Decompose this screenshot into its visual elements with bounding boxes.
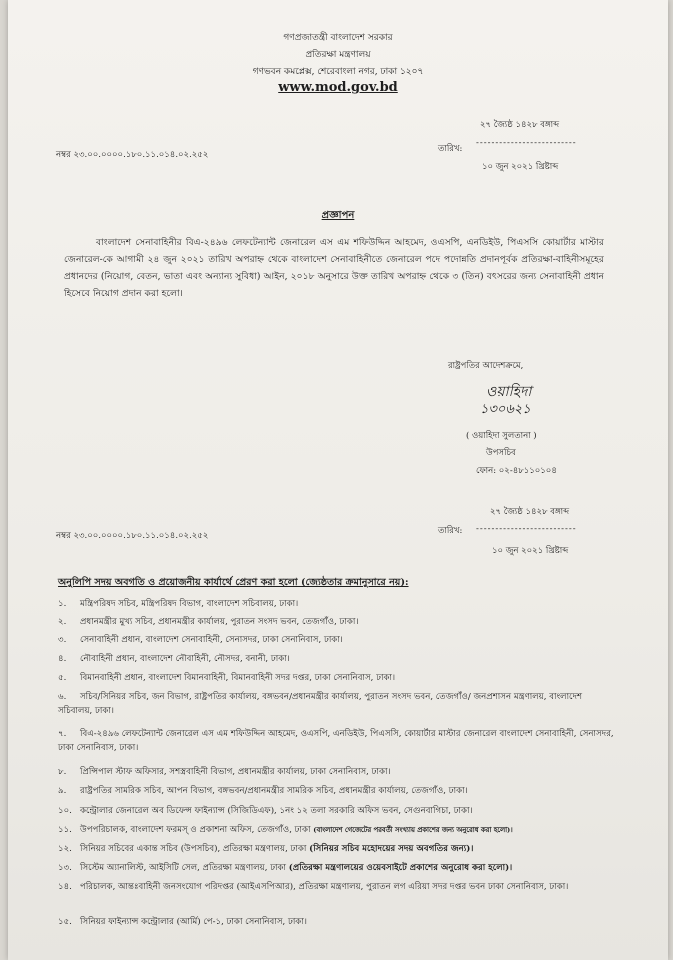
cc-item-note: (সিনিয়র সচিব মহোদয়ের সদয় অবগতির জন্য)।: [309, 844, 474, 854]
cc-item-number: ১৩.: [58, 863, 72, 873]
cc-item-text: সিনিয়র ফাইন্যান্স কন্ট্রোলার (আর্মি) পে-১, ঢাকা সেনানিবাস, ঢাকা।: [80, 917, 307, 927]
cc-item-text: সেনাবাহিনী প্রধান, বাংলাদেশ সেনাবাহিনী, সেনাসদর, ঢাকা সেনানিবাস, ঢাকা।: [80, 635, 343, 645]
cc-item-text: সচিব/সিনিয়র সচিব, জন বিভাগ, রাষ্ট্রপতির কার্যালয়, বঙ্গভবন/প্রধানমন্ত্রীর কার্যালয়, পুরাতন সংসদ ভবন, তেজগাঁও/ জনপ্রশাসন মন্ত্রণালয়, বাংলাদেশ সচিবালয়, ঢাকা।: [58, 692, 583, 716]
notification-body: বাংলাদেশ সেনাবাহিনীর বিএ-২৪৯৬ লেফটেন্যান্ট জেনারেল এস এম শফিউদ্দিন আহমেদ, ওএসপি, এনডিইউ, পিএসসি কোয়ার্টার মাস্টার জেনারেল-কে আগামী ২৪ জুন ২০২১ তারিখ অপরাহ্ন থেকে বাংলাদেশ সেনাবাহিনীতে জেনারেল পদে পদোন্নতি প্রদানপূর্বক প্রতিরক্ষা-বাহিনীসমূহের প্রধানদের (নিয়োগ, বেতন, ভাতা এবং অন্যান্য সুবিধা) আইন, ২০১৮ অনুসারে উক্ত তারিখ অপরাহ্ন থেকে ৩ (তিন) বৎসরের জন্য সেনাবাহিনী প্রধান হিসেবে নিয়োগ প্রদান করা হলো।: [64, 237, 604, 299]
cc-item-text: উপপরিচালক, বাংলাদেশ ফরমস্ ও প্রকাশনা অফিস, তেজগাঁও, ঢাকা: [80, 825, 314, 835]
handwritten-signature-date: ১৩০৬২১: [480, 402, 531, 417]
memo1-date-gregorian: ১০ জুন ২০২১ খ্রিষ্টাব্দ: [482, 162, 559, 172]
cc-item-number: ৫.: [58, 673, 67, 683]
ministry-address: গণভবন কমপ্লেক্স, শেরেবাংলা নগর, ঢাকা ১২০৭: [252, 67, 424, 77]
cc-list-item: [58, 671, 618, 685]
cc-list-item: [58, 804, 618, 818]
cc-item-text: নৌবাহিনী প্রধান, বাংলাদেশ নৌবাহিনী, নৌসদর, বনানী, ঢাকা।: [80, 654, 290, 664]
signatory-designation: উপসচিব: [486, 448, 516, 458]
cc-item-text: বিমানবাহিনী প্রধান, বাংলাদেশ বিমানবাহিনী, বিমানবাহিনী সদর দপ্তর, ঢাকা সেনানিবাস, ঢাকা।: [80, 673, 396, 683]
cc-item-number: ১০.: [58, 806, 72, 816]
memo2-date-label: তারিখ:: [438, 526, 463, 536]
memo1-date-bangla: ২৭ জ্যৈষ্ঠ ১৪২৮ বঙ্গাব্দ: [480, 120, 560, 130]
cc-list-item: [58, 842, 618, 856]
cc-heading: অনুলিপি সদয় অবগতি ও প্রয়োজনীয় কার্যার্থে প্রেরণ করা হলো (জ্যেষ্ঠতার ক্রমানুসারে নয়):: [58, 577, 409, 588]
cc-list-item: [58, 915, 618, 929]
memo2-date-divider: --------------------------: [476, 524, 577, 534]
signatory-phone: ফোন: ০২-৪৮১১০১০৪: [476, 466, 557, 476]
cc-item-note: (বাংলাদেশ গেজেটের পরবর্তী সংখ্যায় প্রকাশের জন্য অনুরোধ করা হলো)।: [313, 826, 513, 834]
cc-item-number: ২.: [58, 617, 67, 627]
cc-item-text: পরিচালক, আন্তঃবাহিনী জনসংযোগ পরিদপ্তর (আইএসপিআর), প্রতিরক্ষা মন্ত্রণালয়, পুরাতন লগ এরিয়া সদর দপ্তর ভবন ঢাকা সেনানিবাস, ঢাকা।: [80, 882, 569, 892]
notification-title: প্রজ্ঞাপন: [321, 210, 355, 221]
document-page: [8, 0, 668, 960]
cc-list-item: [58, 652, 618, 666]
cc-item-number: ৪.: [58, 654, 67, 664]
cc-list-item: [58, 880, 618, 894]
cc-item-number: ১৫.: [58, 917, 72, 927]
signature-scribble-name: ওয়াহিদা: [486, 384, 532, 400]
cc-item-number: ৭.: [58, 729, 67, 739]
cc-list-item: [58, 690, 618, 718]
cc-list-item: [58, 615, 618, 629]
cc-item-text: সিনিয়র সচিবের একান্ত সচিব (উপসচিব), প্রতিরক্ষা মন্ত্রণালয়, ঢাকা: [80, 844, 310, 854]
cc-list-item: [58, 861, 618, 875]
cc-item-number: ৯.: [58, 786, 67, 796]
cc-item-number: ১.: [58, 599, 67, 609]
cc-item-text: মন্ত্রিপরিষদ সচিব, মন্ত্রিপরিষদ বিভাগ, বাংলাদেশ সচিবালয়, ঢাকা।: [80, 599, 299, 609]
presidential-order: রাষ্ট্রপতির আদেশক্রমে,: [448, 361, 524, 371]
cc-item-number: ৮.: [58, 767, 67, 777]
memo1-date-label: তারিখ:: [438, 144, 463, 154]
cc-item-text: প্রিন্সিপাল স্টাফ অফিসার, সশস্ত্রবাহিনী বিভাগ, প্রধানমন্ত্রীর কার্যালয়, ঢাকা সেনানিবাস, ঢাকা।: [80, 767, 391, 777]
cc-list-item: [58, 597, 618, 611]
cc-item-text: প্রধানমন্ত্রীর মুখ্য সচিব, প্রধানমন্ত্রীর কার্যালয়, পুরাতন সংসদ ভবন, তেজগাঁও, ঢাকা।: [80, 617, 359, 627]
cc-item-text: সিস্টেম অ্যানালিস্ট, আইসিটি সেল, প্রতিরক্ষা মন্ত্রণালয়, ঢাকা: [80, 863, 289, 873]
cc-item-number: ১৪.: [58, 882, 72, 892]
cc-list-item: [58, 765, 618, 779]
ministry-name: প্রতিরক্ষা মন্ত্রণালয়: [305, 50, 371, 60]
cc-item-text: রাষ্ট্রপতির সামরিক সচিব, আপন বিভাগ, বঙ্গভবন/প্রধানমন্ত্রীর সামরিক সচিব, প্রধানমন্ত্রীর কার্যালয়, তেজগাঁও, ঢাকা।: [80, 786, 468, 796]
cc-list-item: [58, 784, 618, 798]
memo1-number: নম্বর ২৩.০০.০০০০.১৮০.১১.০১৪.০২.২৫২: [56, 150, 209, 160]
cc-list-item: [58, 823, 618, 837]
cc-item-number: ৬.: [58, 692, 67, 702]
govt-title: গণপ্রজাতন্ত্রী বাংলাদেশ সরকার: [283, 33, 393, 43]
cc-item-text: বিএ-২৪৯৬ লেফটেন্যান্ট জেনারেল এস এম শফিউদ্দিন আহমেদ, ওএসপি, এনডিইউ, পিএসসি, কোয়ার্টার মাস্টার জেনারেল বাংলাদেশ সেনাবাহিনী, সেনাসদর, ঢাকা সেনানিবাস, ঢাকা।: [58, 729, 614, 753]
memo2-date-bangla: ২৭ জ্যৈষ্ঠ ১৪২৮ বঙ্গাব্দ: [490, 507, 570, 517]
cc-item-note: (প্রতিরক্ষা মন্ত্রণালয়ের ওয়েবসাইটে প্রকাশের অনুরোধ করা হলো)।: [288, 863, 513, 873]
cc-item-number: ১১.: [58, 825, 72, 835]
signatory-name: ( ওয়াহিদা সুলতানা ): [466, 431, 537, 441]
cc-list-item: [58, 727, 618, 755]
memo1-date-divider: --------------------------: [476, 138, 577, 148]
website-link[interactable]: www.mod.gov.bd: [278, 80, 398, 95]
cc-list-item: [58, 633, 618, 647]
cc-item-text: কন্ট্রোলার জেনারেল অব ডিফেন্স ফাইন্যান্স (সিজিডিএফ), ১নং ১২ তলা সরকারি অফিস ভবন, সেগুনবাগিচা, ঢাকা।: [80, 806, 473, 816]
memo2-number: নম্বর ২৩.০০.০০০০.১৮০.১১.০১৪.০২.২৫২: [56, 531, 209, 541]
cc-item-number: ৩.: [58, 635, 67, 645]
cc-item-number: ১২.: [58, 844, 72, 854]
memo2-date-gregorian: ১০ জুন ২০২১ খ্রিষ্টাব্দ: [492, 546, 569, 556]
